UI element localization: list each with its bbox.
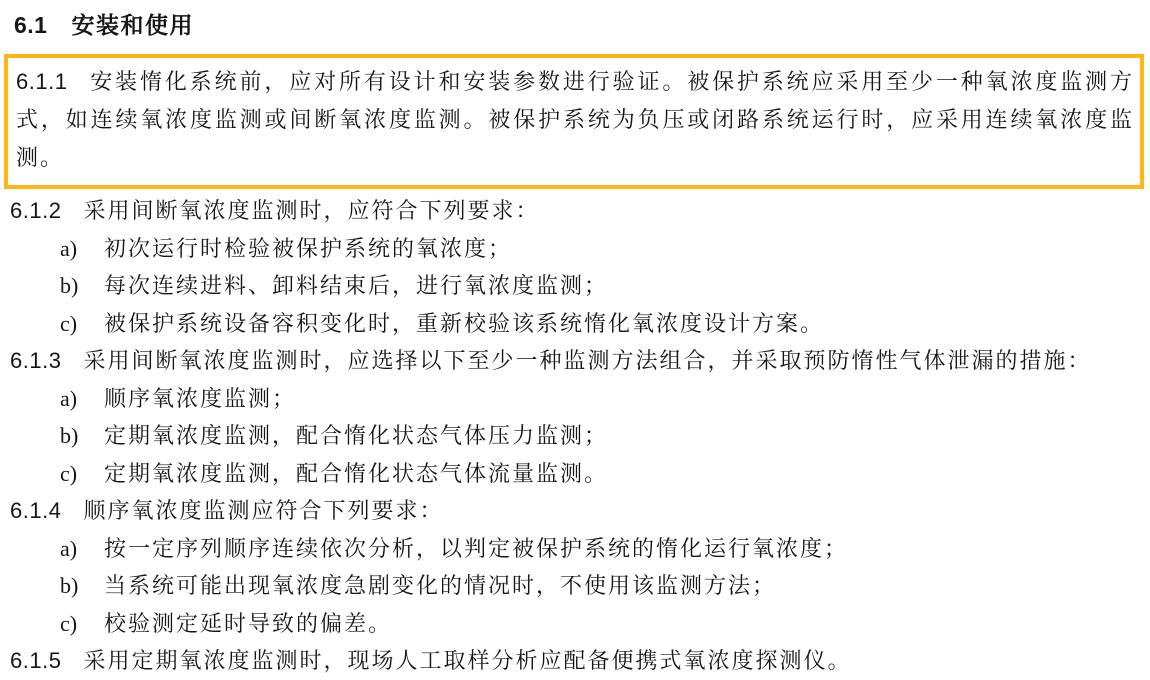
list-item: [10, 380, 1144, 418]
list-item-label: c): [60, 310, 78, 336]
clause-number: 6.1.4: [10, 498, 62, 523]
clause-number: 6.1.3: [10, 348, 62, 373]
section-number: 6.1: [14, 12, 48, 38]
list-item-text: 定期氧浓度监测，配合惰化状态气体压力监测；: [104, 423, 609, 448]
list-item-text: 初次运行时检验被保护系统的氧浓度；: [104, 235, 513, 261]
list-item-text: 被保护系统设备容积变化时，重新校验该系统惰化氧浓度设计方案。: [104, 310, 825, 336]
clause-6-1-4: [10, 492, 1144, 642]
list-item: [10, 605, 1144, 643]
list-item-text: 定期氧浓度监测，配合惰化状态气体流量监测。: [104, 460, 609, 486]
list-item-label: c): [60, 460, 78, 486]
clause-text: 顺序氧浓度监测应符合下列要求：: [83, 498, 444, 523]
list-item-label: b): [60, 273, 79, 298]
list-item-text: 按一定序列顺序连续依次分析，以判定被保护系统的惰化运行氧浓度；: [104, 535, 849, 561]
clause-intro: [10, 192, 1144, 230]
list-item-label: a): [60, 535, 78, 561]
list-item: [10, 417, 1144, 455]
section-heading: [14, 12, 1144, 38]
clause-intro: [10, 642, 1144, 680]
clause-6-1-2: [10, 192, 1144, 342]
list-item-label: b): [60, 423, 79, 448]
clause-6-1-1: [16, 63, 1134, 177]
list-item-text: 每次连续进料、卸料结束后，进行氧浓度监测；: [104, 273, 609, 298]
list-item: [10, 267, 1144, 305]
clause-6-1-5: [10, 642, 1144, 680]
clause-intro: [10, 492, 1144, 530]
section-title: 安装和使用: [71, 12, 194, 38]
clause-text: 安装惰化系统前，应对所有设计和安装参数进行验证。被保护系统应采用至少一种氧浓度监测方式，如连续氧浓度监测或间断氧浓度监测。被保护系统为负压或闭路系统运行时，应采用连续氧浓度监测。: [16, 69, 1134, 170]
clause-number: 6.1.5: [10, 648, 62, 673]
list-item-label: a): [60, 235, 78, 261]
clause-text: 采用间断氧浓度监测时，应选择以下至少一种监测方法组合，并采取预防惰性气体泄漏的措施：: [83, 348, 1092, 373]
list-item-label: b): [60, 573, 79, 598]
clause-intro: [10, 342, 1144, 380]
list-item: [10, 305, 1144, 343]
clause-text: 采用定期氧浓度监测时，现场人工取样分析应配备便携式氧浓度探测仪。: [83, 648, 852, 673]
list-item: [10, 567, 1144, 605]
clause-text: 采用间断氧浓度监测时，应符合下列要求：: [83, 198, 540, 223]
list-item: [10, 230, 1144, 268]
list-item-text: 顺序氧浓度监测；: [104, 385, 297, 411]
clause-number: 6.1.2: [10, 198, 62, 223]
list-item-text: 当系统可能出现氧浓度急剧变化的情况时，不使用该监测方法；: [104, 573, 777, 598]
list-item: [10, 530, 1144, 568]
list-item-label: a): [60, 385, 78, 411]
highlight-annotation-box: [4, 54, 1144, 189]
list-item-text: 校验测定延时导致的偏差。: [104, 610, 393, 636]
list-item: [10, 455, 1144, 493]
clause-6-1-3: [10, 342, 1144, 492]
list-item-label: c): [60, 610, 78, 636]
clause-number: 6.1.1: [16, 69, 68, 94]
